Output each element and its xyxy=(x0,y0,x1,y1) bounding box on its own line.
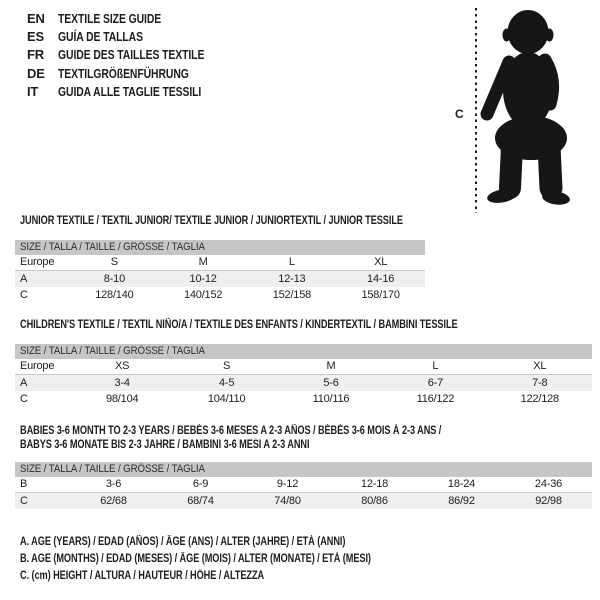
table-row xyxy=(15,477,592,493)
cell-value: 4-5 xyxy=(218,377,235,389)
junior-textile-table xyxy=(15,214,425,303)
table-row xyxy=(15,271,425,287)
footnotes xyxy=(20,534,459,585)
cell-value: 116/122 xyxy=(416,393,455,405)
cell-value: M xyxy=(326,360,336,372)
table-row xyxy=(15,359,592,375)
cell-value: 12-13 xyxy=(278,273,306,285)
cell-value: 152/158 xyxy=(272,289,312,301)
table-row xyxy=(15,493,592,509)
language-title-text: GUÍA DE TALLAS xyxy=(58,29,143,45)
cell-value: 7-8 xyxy=(532,377,548,389)
cell-value: 122/128 xyxy=(520,393,559,405)
cell-value: 10-12 xyxy=(189,273,217,285)
table-title-text: CHILDREN'S TEXTILE / TEXTIL NIÑO/A / TEXTILE DES ENFANTS / KINDERTEXTIL / BAMBINI TESSILE xyxy=(20,319,458,331)
cell-value: 3-6 xyxy=(105,478,122,490)
cell-value: XS xyxy=(115,360,130,372)
language-row xyxy=(27,9,241,27)
language-row xyxy=(27,64,241,82)
size-header-bar xyxy=(15,240,425,255)
cell-value: 24-36 xyxy=(534,478,563,490)
cell-value: 18-24 xyxy=(447,478,476,490)
language-row xyxy=(27,83,241,101)
cell-value: S xyxy=(223,360,231,372)
language-title-text: GUIDE DES TAILLES TEXTILE xyxy=(58,47,205,63)
footnote-text: A. AGE (YEARS) / EDAD (AÑOS) / ÂGE (ANS) / ALTER (JAHRE) / ETÀ (ANNI) xyxy=(20,536,346,548)
cell-value: XL xyxy=(374,256,388,268)
language-title xyxy=(58,47,241,62)
babies-textile-table xyxy=(15,424,592,509)
language-title-text: TEXTILE SIZE GUIDE xyxy=(58,10,162,26)
language-title xyxy=(58,29,164,44)
table-title-text: BABYS 3-6 MONATE BIS 2-3 JAHRE / BAMBINI 3-6 MESI A 2-3 ANNI xyxy=(20,439,310,451)
cell-value: 128/140 xyxy=(95,289,134,301)
cell-value: M xyxy=(198,256,208,268)
language-title xyxy=(58,11,187,26)
cell-value: 68/74 xyxy=(187,495,214,507)
table-title-line xyxy=(15,214,425,228)
table-title-line xyxy=(15,438,592,452)
cell-value: 6-7 xyxy=(427,377,444,389)
cell-value: 92/98 xyxy=(535,495,562,507)
row-label: C xyxy=(20,495,28,507)
row-label: Europe xyxy=(20,360,55,372)
table-rows xyxy=(15,255,425,303)
language-title xyxy=(58,66,221,81)
table-rows xyxy=(15,477,592,509)
cell-value: 5-6 xyxy=(323,377,339,389)
table-row xyxy=(15,391,592,407)
table-row xyxy=(15,287,425,303)
footnote-text: C. (cm) HEIGHT / ALTURA / HAUTEUR / HÖHE / ALTEZZA xyxy=(20,570,265,582)
footnote-text: B. AGE (MONTHS) / EDAD (MESES) / ÂGE (MOIS) / ALTER (MONATE) / ETÀ (MESI) xyxy=(20,553,371,565)
table-title xyxy=(15,424,592,452)
cell-value: 6-9 xyxy=(192,478,209,490)
footnote-line xyxy=(20,534,459,551)
language-code: IT xyxy=(27,84,39,100)
cell-value: XL xyxy=(533,360,547,372)
height-measure-line xyxy=(475,8,477,213)
table-title-line xyxy=(15,424,592,438)
size-header-text: SIZE / TALLA / TAILLE / GRÖSSE / TAGLIA xyxy=(20,463,205,475)
table-row xyxy=(15,375,592,391)
baby-silhouette-icon xyxy=(478,8,588,208)
cell-value: L xyxy=(432,360,439,372)
row-label: B xyxy=(20,478,28,490)
row-label: C xyxy=(20,289,28,301)
row-label: A xyxy=(20,273,28,285)
table-title-line xyxy=(15,318,592,332)
language-row xyxy=(27,27,241,45)
size-header-bar xyxy=(15,462,592,477)
childrens-textile-table xyxy=(15,318,592,407)
language-row xyxy=(27,46,241,64)
table-rows xyxy=(15,359,592,407)
cell-value: 110/116 xyxy=(312,393,350,405)
cell-value: S xyxy=(110,256,118,268)
language-title-list xyxy=(27,9,241,101)
table-title xyxy=(15,214,425,228)
cell-value: 74/80 xyxy=(274,495,301,507)
row-label: Europe xyxy=(20,256,55,268)
language-code: DE xyxy=(27,65,45,81)
footnote-line xyxy=(20,551,459,568)
cell-value: 9-12 xyxy=(276,478,299,490)
language-code: EN xyxy=(27,10,45,26)
height-marker-label: C xyxy=(455,107,464,121)
cell-value: L xyxy=(288,256,295,268)
cell-value: 158/170 xyxy=(361,289,400,301)
cell-value: 14-16 xyxy=(367,273,395,285)
table-row xyxy=(15,255,425,271)
language-title xyxy=(58,84,237,99)
language-code: ES xyxy=(27,29,44,45)
table-title xyxy=(15,318,592,332)
cell-value: 104/110 xyxy=(207,393,246,405)
cell-value: 62/68 xyxy=(100,495,127,507)
cell-value: 8-10 xyxy=(103,273,125,285)
size-header-text: SIZE / TALLA / TAILLE / GRÖSSE / TAGLIA xyxy=(20,345,205,357)
cell-value: 86/92 xyxy=(448,495,475,507)
table-title-text: JUNIOR TEXTILE / TEXTIL JUNIOR/ TEXTILE JUNIOR / JUNIORTEXTIL / JUNIOR TESSILE xyxy=(20,215,403,227)
cell-value: 140/152 xyxy=(183,289,223,301)
footnote-line xyxy=(20,568,459,585)
cell-value: 80/86 xyxy=(361,495,388,507)
size-header-text: SIZE / TALLA / TAILLE / GRÖSSE / TAGLIA xyxy=(20,241,205,253)
table-title-text: BABIES 3-6 MONTH TO 2-3 YEARS / BEBÉS 3-6 MESES A 2-3 AÑOS / BÉBÉS 3-6 MOIS À 2-3 ANS / xyxy=(20,425,442,437)
cell-value: 12-18 xyxy=(360,478,389,490)
cell-value: 3-4 xyxy=(114,377,130,389)
language-title-text: GUIDA ALLE TAGLIE TESSILI xyxy=(58,84,202,100)
row-label: A xyxy=(20,377,28,389)
size-header-bar xyxy=(15,344,592,359)
language-code: FR xyxy=(27,47,44,63)
row-label: C xyxy=(20,393,28,405)
language-title-text: TEXTILGRÖßENFÜHRUNG xyxy=(58,65,189,81)
cell-value: 98/104 xyxy=(105,393,139,405)
